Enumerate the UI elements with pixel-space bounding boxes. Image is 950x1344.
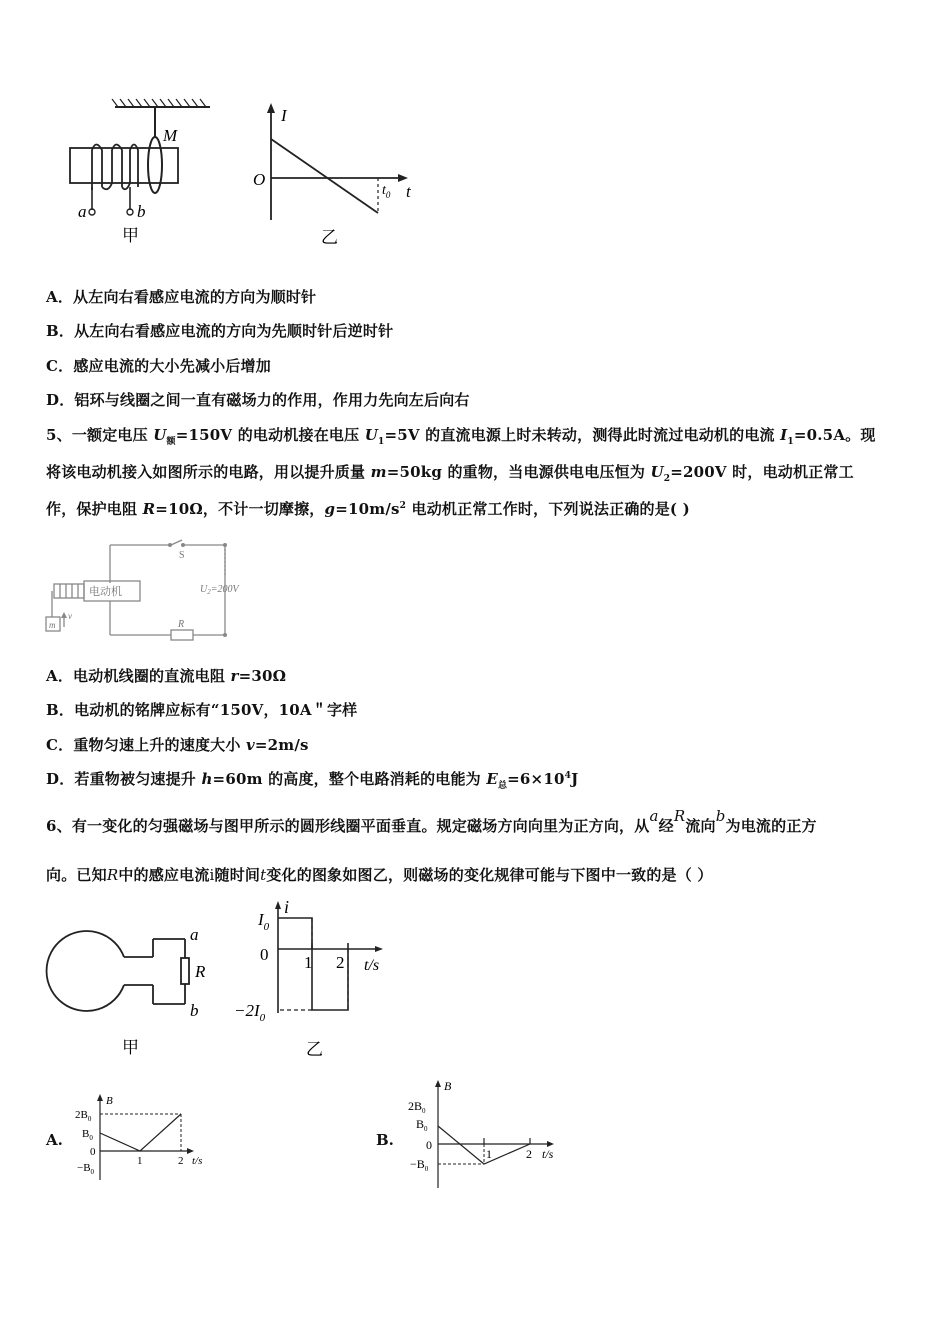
q6-option-a-graph [72,1090,222,1186]
tick-1: 1 [137,1155,143,1167]
axis-B-label: B [106,1095,113,1107]
q4-option-b: B．从左向右看感应电流的方向为先顺时针后逆时针 [46,322,394,340]
b0-label: $B_0$ [416,1117,428,1133]
neg-b0-label: $-B_0$ [410,1157,429,1173]
caption-jia: 甲 [122,226,139,245]
two-b0-label: $2B_0$ [75,1109,92,1123]
zero-label: 0 [426,1138,432,1152]
caption-yi: 乙 [321,228,338,247]
q5-stem-line3: 作，保护电阻 R=10Ω，不计一切摩擦，$g=10m/s^2$ 电动机正常工作时，下列说法正确的是( ) [46,500,690,518]
q6-stem-line2: 向。已知R中的感应电流i随时间t变化的图象如图乙，则磁场的变化规律可能与下图中一致的是（ ） [46,866,713,884]
tick-2: 2 [178,1155,184,1167]
label-M: M [163,126,178,145]
zero-label: 0 [90,1146,96,1158]
q6-option-b-label: B. [376,1131,394,1149]
figure-q4-yi [245,95,425,255]
label-a: a [190,925,199,944]
axis-B-label: B [444,1079,452,1093]
b0-label: $B_0$ [82,1128,93,1142]
neg-2I0-label: $-2I_0$ [234,1001,266,1024]
q5-option-d: D．若重物被匀速提升 h=60m 的高度，整个电路消耗的电能为 $E_总=6\times 10^4J$ [46,770,579,791]
tick-1: 1 [304,953,313,972]
voltage-label: $U_2=200V$ [200,584,239,596]
q6-stem-line1: 6、有一变化的匀强磁场与图甲所示的圆形线圈平面垂直。规定磁场方向向里为正方向，从a经R流向b为电流的正方 [46,807,817,835]
q4-option-a: A．从左向右看感应电流的方向为顺时针 [46,288,317,306]
q4-option-d: D．铝环与线圈之间一直有磁场力的作用，作用力先向左后向右 [46,391,470,409]
caption-yi: 乙 [306,1040,323,1059]
t0-label: $t_0$ [382,183,391,200]
figure-q4-jia [60,95,220,255]
q6-option-a-label: A. [46,1131,63,1149]
axis-ts-label: t/s [542,1147,554,1161]
neg-b0-label: $-B_0$ [77,1162,95,1176]
label-a: a [78,202,87,221]
q4-option-c: C．感应电流的大小先减小后增加 [46,357,271,375]
figure-q5-circuit [40,535,270,650]
axis-ts-label: t/s [364,957,380,974]
b-field-curve [100,1114,181,1151]
q5-stem-line2: 将该电动机接入如图所示的电路，用以提升质量 m=50kg 的重物，当电源供电电压恒为 $U_2=200V$ 时，电动机正常工 [46,463,854,484]
axis-t-label: t [406,182,411,201]
label-b: b [190,1001,199,1020]
caption-jia: 甲 [122,1038,139,1057]
figure-q6-yi [230,893,400,1065]
tick-2: 2 [526,1147,532,1161]
figure-q6-jia [40,915,230,1065]
label-R: R [195,962,206,981]
label-b: b [137,202,146,221]
switch-label: S [179,550,185,561]
tick-2: 2 [336,953,345,972]
velocity-label: v [68,611,72,621]
q6-option-b-graph [402,1076,572,1194]
origin-label: O [253,170,266,189]
axis-i-label: i [284,897,290,917]
origin-zero: 0 [260,945,269,964]
tick-1: 1 [486,1147,492,1161]
I0-label: $I_0$ [258,910,270,933]
q5-option-c: C．重物匀速上升的速度大小 v=2m/s [46,736,309,754]
q5-option-b: B．电动机的铭牌应标有“150V，10A＂字样 [46,701,358,719]
axis-I-label: I [281,106,287,125]
motor-label: 电动机 [89,586,122,598]
two-b0-label: $2B_0$ [408,1099,426,1115]
resistor-label: R [178,619,185,630]
q5-option-a: A．电动机线圈的直流电阻 r=30Ω [46,667,287,685]
axis-ts-label: t/s [192,1155,203,1167]
mass-label: m [49,620,56,630]
q5-stem-line1: 5、一额定电压 $U_额=150V$ 的电动机接在电压 $U_1=5V$ 的直流电源上时未转动，测得此时流过电动机的电流 $I_1=0.5A$。现 [46,426,876,447]
current-line [271,139,378,213]
